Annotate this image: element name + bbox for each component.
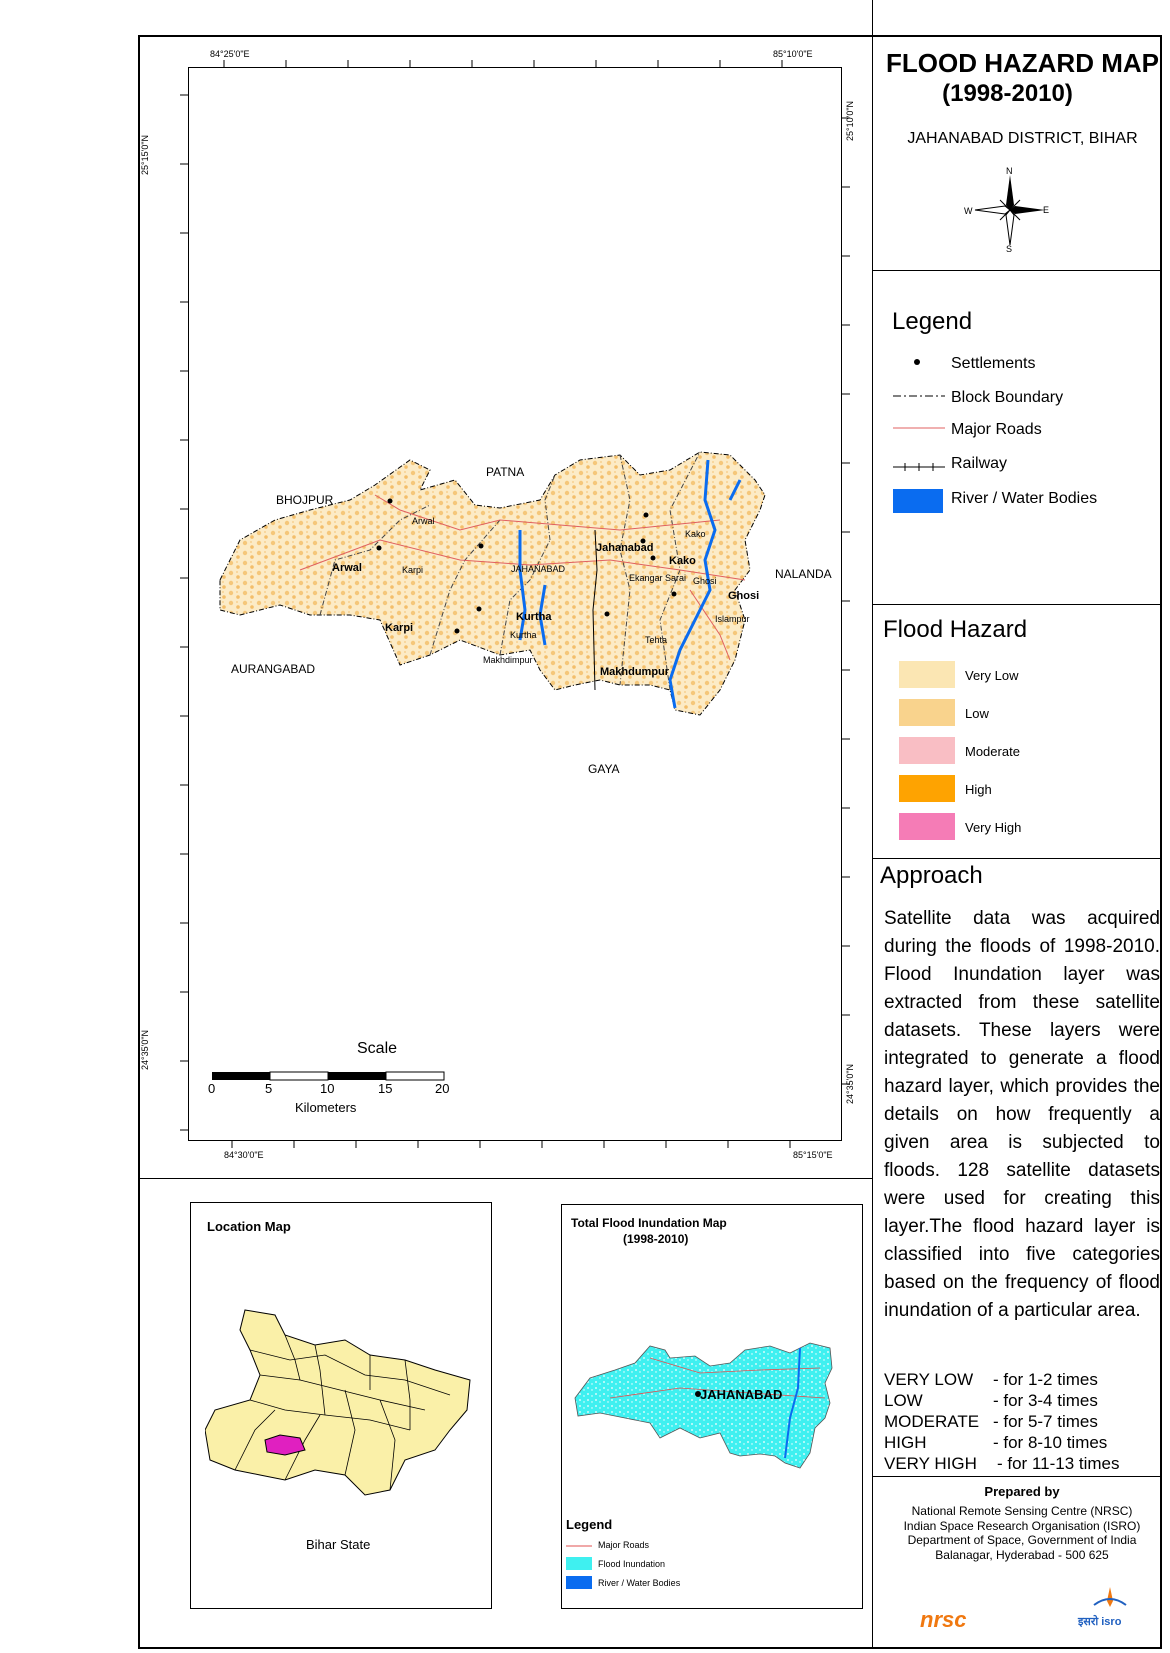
prepared-line-2: Department of Space, Government of India — [907, 1533, 1137, 1547]
district-map — [200, 440, 820, 770]
cat-name-3: HIGH — [884, 1433, 927, 1452]
inundation-map — [570, 1338, 855, 1478]
panel-divider — [872, 0, 873, 1649]
neighbour-gaya: GAYA — [588, 762, 620, 776]
settlement-kako: Kako — [685, 529, 706, 539]
cat-name-1: LOW — [884, 1391, 923, 1410]
jahanabad-highlight — [265, 1435, 305, 1455]
inundation-town-label: JAHANABAD — [700, 1387, 783, 1402]
coord-bottom-right: 85°15'0"E — [793, 1150, 833, 1160]
legend-river: River / Water Bodies — [951, 490, 1098, 507]
coord-right-top: 25°10'0"N — [845, 100, 855, 141]
scale-tick-10: 10 — [320, 1081, 335, 1096]
dash-dot-line-icon — [893, 392, 945, 400]
settlement-karpi: Karpi — [402, 565, 424, 575]
railway-line-icon — [893, 462, 945, 472]
swatch-very-low — [899, 661, 955, 688]
legend-heading: Legend — [892, 308, 973, 335]
scale-tick-0: 0 — [208, 1081, 216, 1096]
label-very-low: Very Low — [965, 668, 1019, 683]
isro-logo: इसरो isro — [1078, 1616, 1122, 1628]
block-kurtha: Kurtha — [516, 611, 552, 623]
prepared-line-3: Balanagar, Hyderabad - 500 625 — [935, 1547, 1109, 1562]
location-map-title: Location Map — [207, 1219, 291, 1234]
cat-range-4: - for 11-13 times — [997, 1454, 1120, 1473]
location-map-caption: Bihar State — [306, 1537, 371, 1552]
divider-2 — [872, 604, 1162, 605]
legend-block-boundary: Block Boundary — [951, 389, 1064, 406]
cat-range-3: - for 8-10 times — [993, 1433, 1108, 1452]
nrsc-logo: nrsc — [920, 1607, 967, 1632]
coord-left-bottom: 24°35'0"N — [140, 1029, 150, 1070]
inundation-legend-roads: Major Roads — [598, 1540, 650, 1550]
swatch-very-high — [899, 813, 955, 840]
divider-1 — [872, 270, 1162, 271]
coord-left-top: 25°15'0"N — [140, 134, 150, 175]
swatch-moderate — [899, 737, 955, 764]
cat-range-2: - for 5-7 times — [993, 1412, 1098, 1431]
settlement-islampur: Islampur — [715, 614, 750, 624]
bottom-divider — [138, 1178, 872, 1179]
block-kako: Kako — [669, 555, 696, 567]
inundation-map-title: Total Flood Inundation Map — [571, 1216, 727, 1230]
river-swatch — [566, 1576, 592, 1589]
inundation-legend-flood: Flood Inundation — [598, 1559, 666, 1569]
block-ghosi: Ghosi — [728, 590, 760, 602]
scale-tick-20: 20 — [435, 1081, 450, 1096]
block-arwal: Arwal — [332, 562, 362, 574]
inundation-map-period: (1998-2010) — [623, 1232, 689, 1246]
prepared-by-lines — [880, 1504, 1164, 1562]
swatch-high — [899, 775, 955, 802]
coord-right-bottom: 24°35'0"N — [845, 1063, 855, 1104]
settlement-tehta: Tehta — [645, 635, 668, 645]
settlement-arwal: Arwal — [412, 516, 435, 526]
flood-hazard-heading: Flood Hazard — [883, 616, 1028, 643]
legend-railway: Railway — [951, 455, 1008, 472]
neighbour-nalanda: NALANDA — [775, 567, 832, 581]
cat-name-4: VERY HIGH — [884, 1454, 977, 1473]
settlement-makhdimpur: Makhdimpur — [483, 655, 533, 665]
settlement-ekangar-sarai: Ekangar Sarai — [629, 573, 687, 583]
scale-tick-15: 15 — [378, 1081, 393, 1096]
scale-unit: Kilometers — [295, 1100, 357, 1115]
block-jahanabad: Jahanabad — [596, 542, 654, 554]
swatch-low — [899, 699, 955, 726]
neighbour-patna: PATNA — [486, 465, 525, 479]
district-name: JAHANABAD DISTRICT, BIHAR — [907, 130, 1138, 147]
block-makhdumpur: Makhdumpur — [600, 666, 670, 678]
label-high: High — [965, 782, 992, 797]
blue-box-icon — [893, 489, 943, 513]
coord-bottom-left: 84°30'0"E — [224, 1150, 264, 1160]
road-line-icon — [566, 1544, 592, 1548]
settlement-ghosi: Ghosi — [693, 576, 717, 586]
scale-tick-5: 5 — [265, 1081, 273, 1096]
coord-top-right: 85°10'0"E — [773, 49, 813, 59]
legend-major-roads: Major Roads — [951, 421, 1042, 438]
scale-heading: Scale — [357, 1040, 398, 1057]
neighbour-bhojpur: BHOJPUR — [276, 493, 334, 507]
inundation-legend-river: River / Water Bodies — [598, 1578, 681, 1588]
settlement-jahanabad: JAHANABAD — [511, 564, 566, 574]
cat-range-0: - for 1-2 times — [993, 1370, 1098, 1389]
neighbour-aurangabad: AURANGABAD — [231, 662, 316, 676]
isro-rocket-icon — [1090, 1585, 1130, 1613]
map-title: FLOOD HAZARD MAP — [886, 48, 1159, 78]
divider-3 — [872, 858, 1162, 859]
prepared-line-0: National Remote Sensing Centre (NRSC) — [911, 1504, 1133, 1518]
approach-text: Satellite data was acquired during the floods of 1998-2010. Flood Inundation layer was extracted from these satellite datasets. These layers were integrated to generate a flood hazard layer, which provides the details on how frequently a given area is subjected to floods. 128 satellite datasets were used for creating this layer.The flood hazard layer is classified into five categories based on the frequency of flood inundation of a particular area. — [884, 908, 1160, 1321]
red-line-icon — [893, 425, 945, 431]
south-label: S — [1006, 244, 1013, 254]
east-label: E — [1043, 205, 1050, 215]
label-low: Low — [965, 706, 989, 721]
cat-name-2: MODERATE — [884, 1412, 980, 1431]
cat-range-1: - for 3-4 times — [993, 1391, 1098, 1410]
west-label: W — [964, 206, 973, 216]
map-period: (1998-2010) — [942, 80, 1073, 107]
north-label: N — [1006, 166, 1013, 176]
cat-name-0: VERY LOW — [884, 1370, 974, 1389]
legend-settlements: Settlements — [951, 355, 1036, 372]
label-moderate: Moderate — [965, 744, 1020, 759]
approach-heading: Approach — [880, 862, 983, 889]
settlement-kurtha: Kurtha — [510, 630, 537, 640]
coord-top-left: 84°25'0"E — [210, 49, 250, 59]
flood-inundation-swatch — [566, 1557, 592, 1570]
prepared-line-1: Indian Space Research Organisation (ISRO) — [903, 1518, 1141, 1533]
prepared-by-heading: Prepared by — [984, 1484, 1060, 1499]
dot-icon — [914, 359, 920, 365]
bihar-state-map — [205, 1300, 475, 1500]
divider-4 — [872, 1476, 1162, 1477]
block-karpi: Karpi — [385, 622, 414, 634]
label-very-high: Very High — [965, 820, 1022, 835]
inundation-legend-heading: Legend — [566, 1517, 613, 1532]
